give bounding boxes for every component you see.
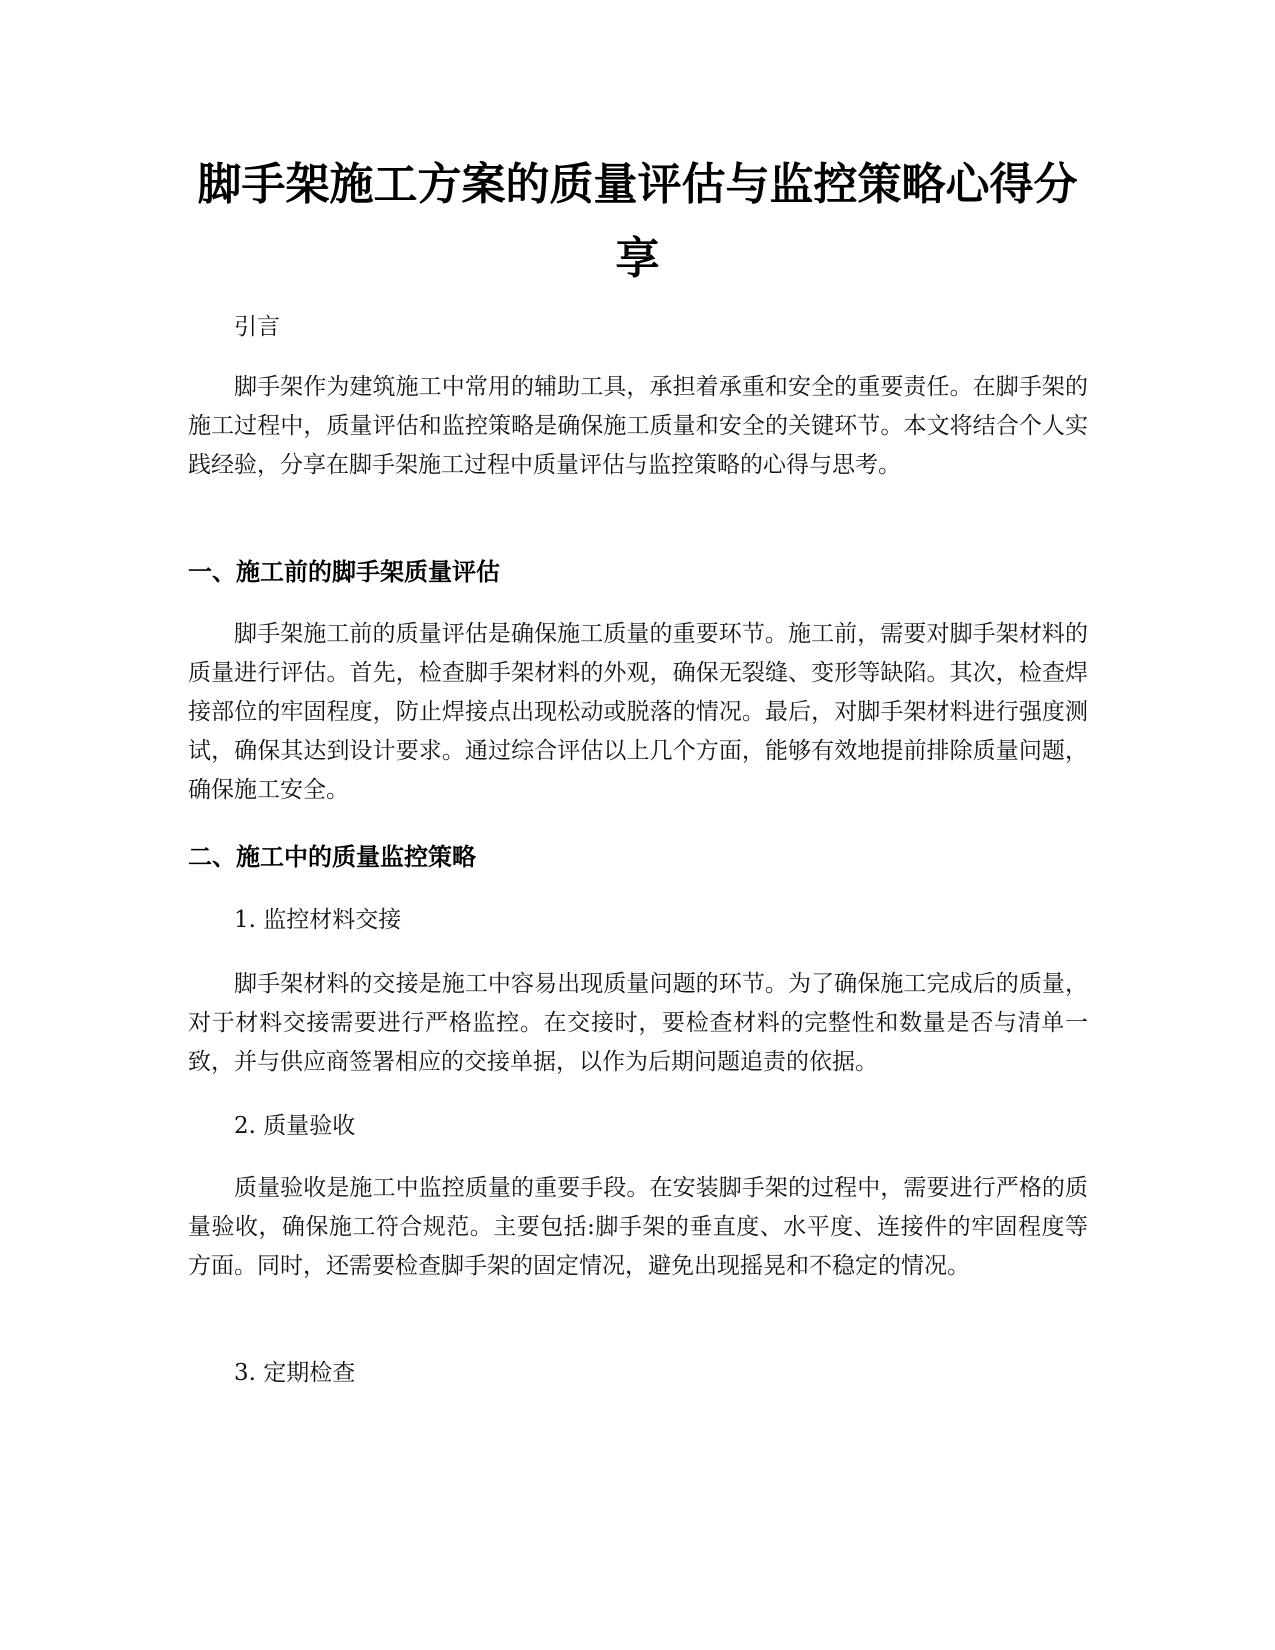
item-2-title: 2. 质量验收 (234, 1113, 356, 1139)
document-title: 脚手架施工方案的质量评估与监控策略心得分享 (197, 159, 1078, 284)
item-1-title: 1. 监控材料交接 (234, 907, 402, 933)
section-1-heading: 一、施工前的脚手架质量评估 (188, 558, 500, 586)
section-1-paragraph: 脚手架施工前的质量评估是确保施工质量的重要环节。施工前，需要对脚手架材料的质量进行评估。首先，检查脚手架材料的外观，确保无裂缝、变形等缺陷。其次，检查焊接部位的牢固程度，防止焊接点出现松动或脱落的情况。最后，对脚手架材料进行强度测试，确保其达到设计要求。通过综合评估以上几个方面，能够有效地提前排除质量问题，确保施工安全。 (188, 621, 1088, 803)
item-1-paragraph: 脚手架材料的交接是施工中容易出现质量问题的环节。为了确保施工完成后的质量，对于材料交接需要进行严格监控。在交接时，要检查材料的完整性和数量是否与清单一致，并与供应商签署相应的交接单据，以作为后期问题追责的依据。 (188, 971, 1088, 1075)
item-3-title: 3. 定期检查 (234, 1360, 356, 1386)
item-2-paragraph: 质量验收是施工中监控质量的重要手段。在安装脚手架的过程中，需要进行严格的质量验收，确保施工符合规范。主要包括:脚手架的垂直度、水平度、连接件的牢固程度等方面。同时，还需要检查脚手架的固定情况，避免出现摇晃和不稳定的情况。 (188, 1175, 1088, 1279)
section-2-heading: 二、施工中的质量监控策略 (188, 843, 476, 871)
intro-label: 引言 (234, 314, 280, 340)
intro-paragraph: 脚手架作为建筑施工中常用的辅助工具，承担着承重和安全的重要责任。在脚手架的施工过程中，质量评估和监控策略是确保施工质量和安全的关键环节。本文将结合个人实践经验，分享在脚手架施工过程中质量评估与监控策略的心得与思考。 (188, 374, 1088, 478)
